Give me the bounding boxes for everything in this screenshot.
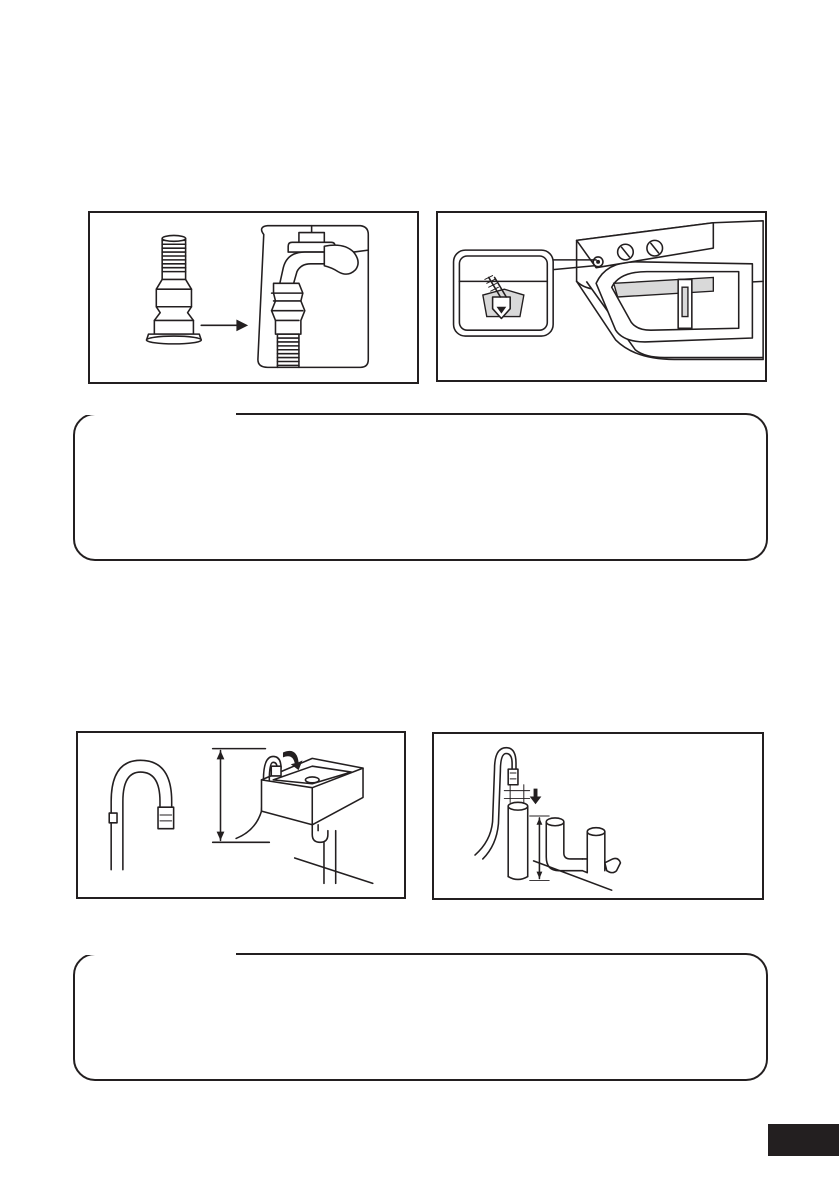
tap-adapter-illustration [90,213,417,382]
water-tap [258,226,368,368]
note-box-1-tab [86,409,236,415]
figure-tap-adapter [88,211,419,384]
arrow-icon [201,319,248,331]
note-box-2 [73,953,768,1081]
figure-drain-sink [76,731,406,899]
note-box-1 [73,413,768,561]
hooked-drain-hose [109,760,173,869]
standpipe [508,802,528,879]
gap-dimension [504,785,541,805]
hose-adapter [147,235,202,343]
sink [236,751,363,839]
drain-sink-illustration [78,733,404,897]
page-tab [768,1124,839,1156]
note-box-2-tab [86,949,236,955]
drain-trap [295,825,373,884]
trap-pipe [534,818,621,890]
figure-inlet-connection [436,211,767,382]
down-arrow-icon [530,789,542,805]
inlet-connection-illustration [438,213,765,380]
magnifier-inset [454,250,597,336]
figure-drain-standpipe [432,732,764,900]
drain-standpipe-illustration [434,734,762,898]
